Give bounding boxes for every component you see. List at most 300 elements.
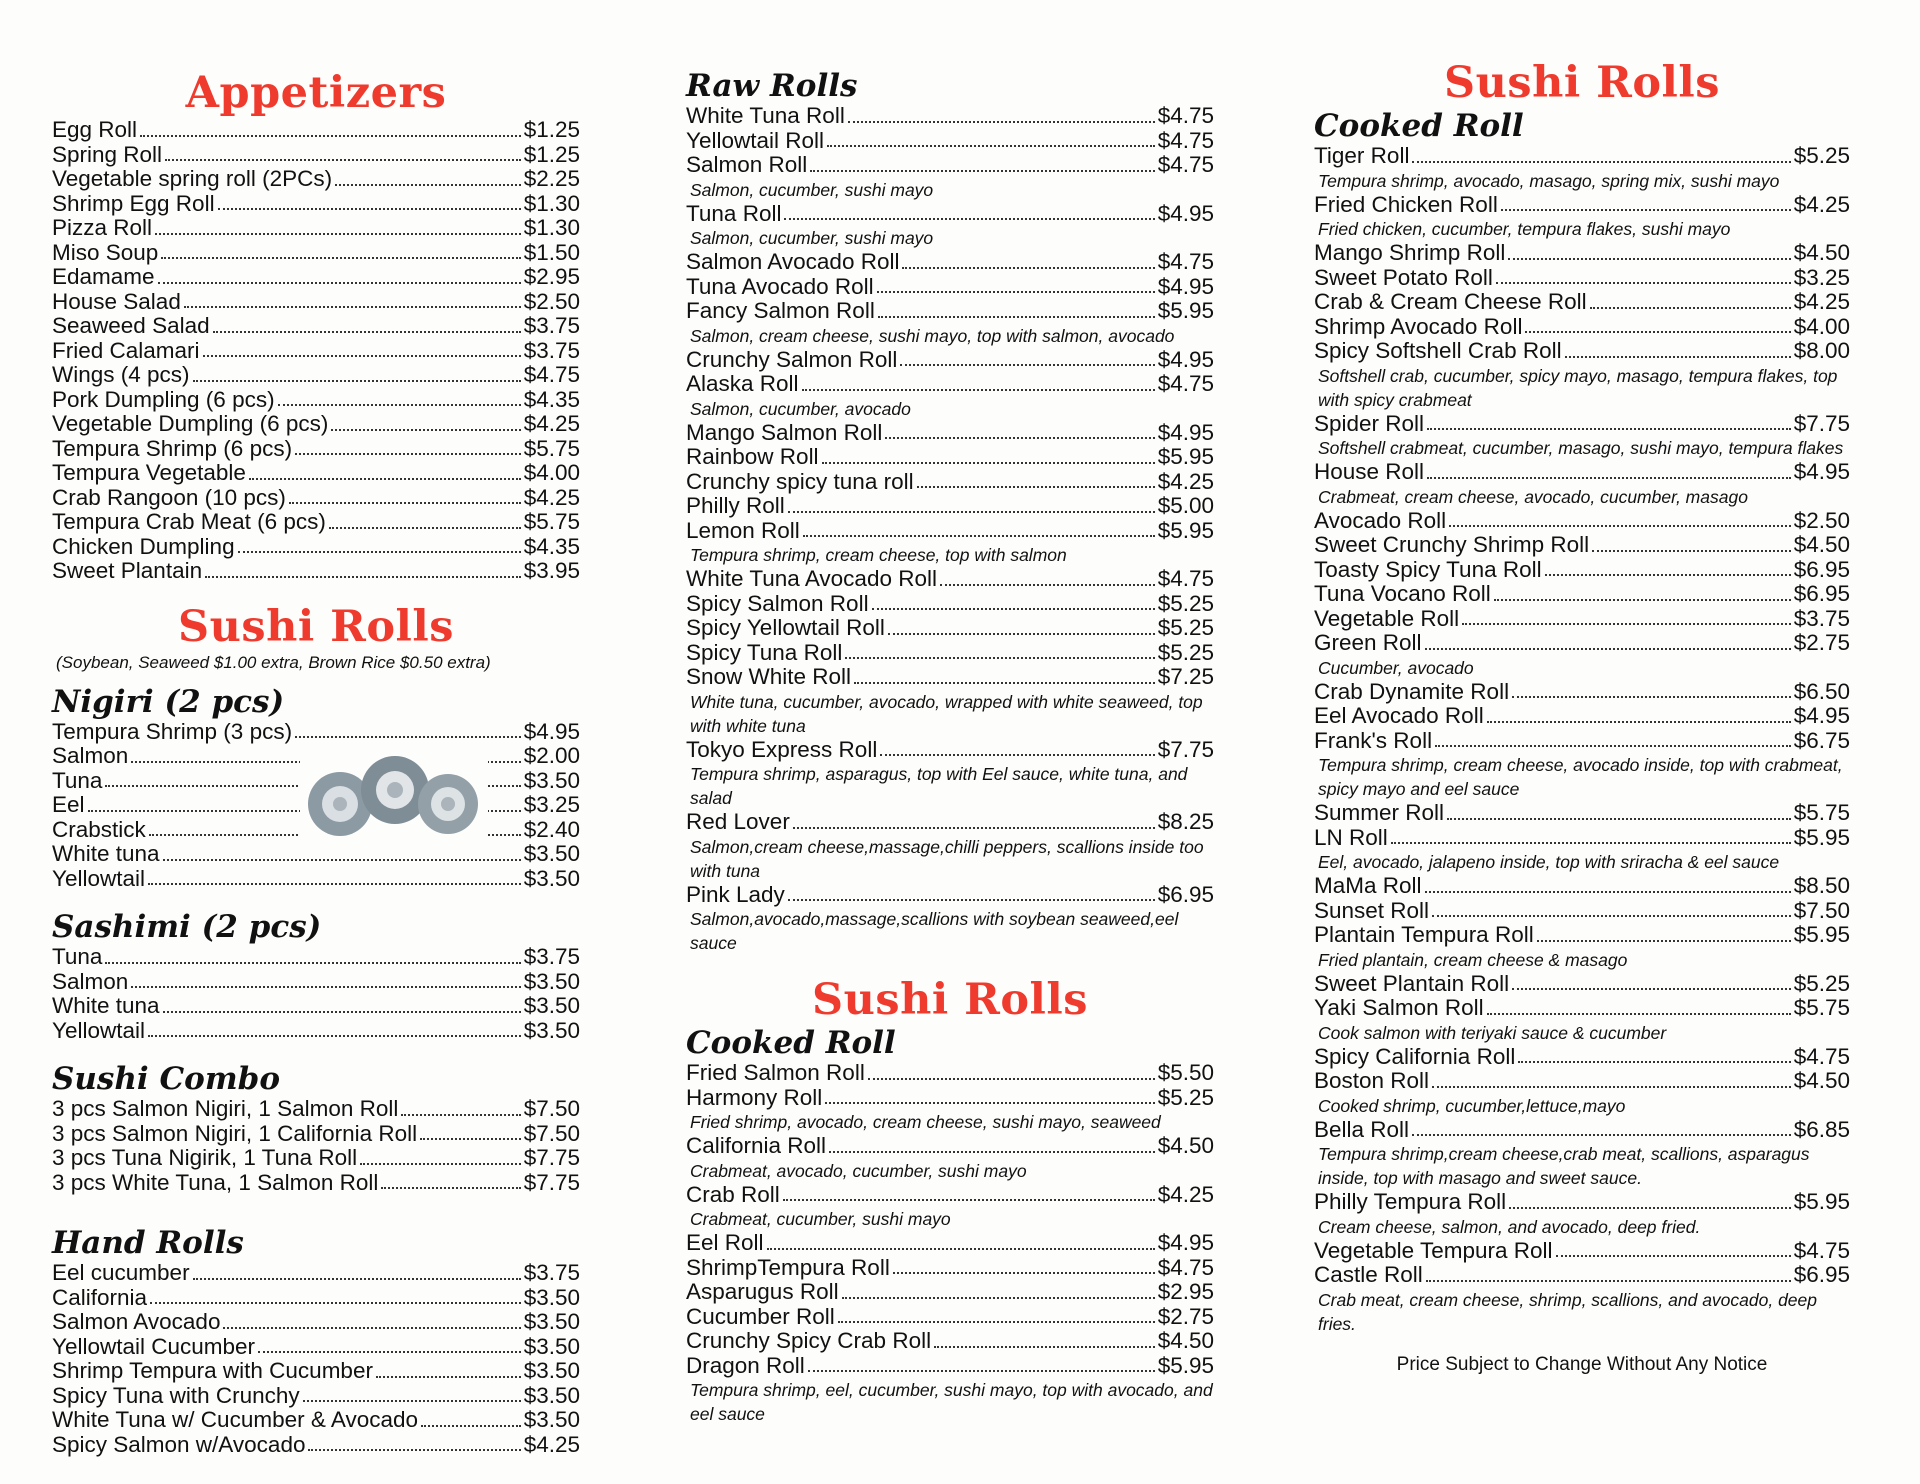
dot-leader — [788, 895, 1155, 901]
dot-leader — [1537, 936, 1791, 942]
menu-item — [1314, 290, 1850, 315]
dot-leader — [376, 1372, 521, 1378]
dot-leader — [148, 1031, 521, 1037]
dot-leader — [1565, 352, 1791, 358]
menu-item-price: $2.95 — [523, 264, 580, 289]
dot-leader — [205, 572, 521, 578]
menu-item — [52, 1019, 580, 1044]
menu-item — [686, 372, 1214, 397]
menu-item-name: Sweet Potato Roll — [1314, 264, 1493, 290]
menu-item-name: Wings (4 pcs) — [52, 362, 190, 387]
menu-item-name: Tempura Shrimp (6 pcs) — [52, 435, 293, 461]
menu-item-description: Salmon, cucumber, sushi mayo — [690, 228, 934, 248]
menu-item-name: Spicy Softshell Crab Roll — [1314, 338, 1562, 363]
dot-leader — [295, 449, 521, 455]
dot-leader — [810, 166, 1154, 172]
menu-item-name: Tuna Avocado Roll — [686, 273, 874, 299]
menu-item-price: $1.50 — [523, 239, 580, 265]
menu-item-name: Eel Roll — [686, 1230, 764, 1255]
dot-leader — [880, 750, 1154, 756]
menu-item-name: Philly Roll — [686, 493, 785, 518]
menu-item-price: $4.75 — [1793, 1043, 1850, 1069]
menu-item — [686, 1134, 1214, 1159]
menu-item — [52, 867, 580, 892]
menu-item — [686, 641, 1214, 666]
menu-item-name: Vegetable Tempura Roll — [1314, 1237, 1553, 1263]
menu-item — [1314, 801, 1850, 826]
menu-item-name: Shrimp Tempura with Cucumber — [52, 1358, 373, 1383]
menu-item-name: 3 pcs White Tuna, 1 Salmon Roll — [52, 1169, 379, 1195]
menu-item-name: Philly Tempura Roll — [1314, 1189, 1507, 1214]
dot-leader — [1494, 595, 1791, 601]
menu-item — [686, 1061, 1214, 1086]
menu-item — [52, 290, 580, 315]
menu-item-name: Seaweed Salad — [52, 313, 210, 338]
menu-item — [52, 842, 580, 867]
dot-leader — [1501, 205, 1791, 211]
menu-item-price: $5.25 — [1157, 1084, 1214, 1110]
menu-item-price: $5.95 — [1793, 1189, 1850, 1214]
dot-leader — [401, 1110, 520, 1116]
dot-leader — [331, 425, 520, 431]
cooked-roll-list-3 — [1314, 144, 1850, 1336]
cooked-roll-title-2: Cooked Roll — [686, 1025, 896, 1061]
dot-leader — [1512, 692, 1791, 698]
menu-item — [52, 437, 580, 462]
menu-item-price: $6.95 — [1793, 1262, 1850, 1287]
menu-item-price: $5.50 — [1157, 1060, 1214, 1085]
menu-item — [52, 1433, 580, 1458]
menu-item-name: Shrimp Egg Roll — [52, 190, 215, 216]
dot-leader — [213, 327, 521, 333]
dot-leader — [940, 580, 1155, 586]
menu-item — [1314, 412, 1850, 437]
dot-leader — [163, 855, 521, 861]
menu-item-name: Salmon — [52, 968, 129, 994]
menu-item-price: $3.95 — [523, 558, 580, 583]
menu-item-price: $3.50 — [523, 1333, 580, 1359]
menu-item-name: Avocado Roll — [1314, 507, 1447, 533]
menu-item-description: Tempura shrimp, cream cheese, avocado inside, top with crabmeat, spicy mayo and eel sauce — [1318, 755, 1843, 799]
menu-item-price: $4.35 — [523, 386, 580, 412]
menu-item-name: 3 pcs Tuna Nigirik, 1 Tuna Roll — [52, 1145, 358, 1170]
menu-item-price: $4.25 — [523, 484, 580, 510]
menu-item-name: Rainbow Roll — [686, 444, 819, 469]
menu-item-price: $3.75 — [523, 1260, 580, 1285]
menu-item-name: White tuna — [52, 841, 160, 866]
menu-item — [686, 470, 1214, 495]
menu-item-name: Pork Dumpling (6 pcs) — [52, 386, 275, 412]
menu-item-price: $4.75 — [1157, 103, 1214, 128]
menu-item-description: Crab meat, cream cheese, shrimp, scallions, and avocado, deep fries. — [1318, 1289, 1818, 1334]
menu-item-description: Crabmeat, avocado, cucumber, sushi mayo — [690, 1160, 1027, 1181]
menu-item — [52, 510, 580, 535]
dot-leader — [289, 498, 521, 504]
dot-leader — [1462, 619, 1791, 625]
menu-item-price: $4.75 — [1157, 249, 1214, 274]
menu-column-left — [52, 68, 580, 1475]
menu-item — [686, 1086, 1214, 1111]
menu-item — [52, 1261, 580, 1286]
dot-leader — [872, 604, 1155, 610]
menu-item-name: LN Roll — [1314, 824, 1388, 850]
menu-item-name: Spicy Tuna with Crunchy — [52, 1382, 300, 1408]
dot-leader — [161, 253, 520, 259]
dot-leader — [802, 385, 1155, 391]
menu-item-price: $4.95 — [1793, 459, 1850, 484]
menu-item-price: $3.50 — [523, 1358, 580, 1383]
menu-item — [52, 535, 580, 560]
menu-item-name: Cucumber Roll — [686, 1303, 835, 1329]
menu-item-name: Tempura Crab Meat (6 pcs) — [52, 509, 326, 534]
menu-item-price: $3.25 — [1793, 264, 1850, 290]
menu-item — [1314, 1239, 1850, 1264]
menu-item-price: $6.95 — [1793, 556, 1850, 582]
menu-item — [686, 567, 1214, 592]
dot-leader — [1496, 278, 1791, 284]
menu-item-price: $4.25 — [1793, 191, 1850, 217]
price-notice: Price Subject to Change Without Any Notice — [1396, 1353, 1768, 1375]
menu-item — [686, 665, 1214, 690]
menu-item-name: Miso Soup — [52, 239, 159, 265]
menu-item-name: Eel Avocado Roll — [1314, 703, 1484, 728]
menu-item-name: Salmon — [52, 743, 129, 768]
menu-item-price: $4.95 — [1793, 703, 1850, 728]
dot-leader — [150, 1298, 521, 1304]
menu-item-description: Salmon, cucumber, avocado — [690, 398, 911, 419]
menu-item — [52, 970, 580, 995]
menu-item-name: Tuna Vocano Roll — [1314, 581, 1491, 606]
menu-item — [52, 241, 580, 266]
dot-leader — [1412, 1130, 1791, 1136]
dot-leader — [278, 400, 521, 406]
menu-item-price: $3.75 — [523, 337, 580, 363]
menu-item-price: $3.50 — [523, 1407, 580, 1432]
menu-item-price: $1.30 — [523, 215, 580, 240]
menu-item-name: Spicy Yellowtail Roll — [686, 615, 885, 640]
menu-item-name: Chicken Dumpling — [52, 533, 235, 559]
dot-leader — [829, 1147, 1155, 1153]
dot-leader — [193, 376, 521, 382]
menu-item-price: $3.50 — [523, 1309, 580, 1334]
menu-item-price: $4.25 — [523, 411, 580, 436]
menu-item-name: Harmony Roll — [686, 1084, 823, 1110]
menu-item-name: Fancy Salmon Roll — [686, 298, 875, 323]
raw-rolls-list — [686, 104, 1214, 955]
menu-item-description: Softshell crab, cucumber, spicy mayo, masago, tempura flakes, top with spicy crabmeat — [1318, 365, 1838, 410]
sushi-rolls-title: Sushi Rolls — [178, 601, 454, 652]
dot-leader — [878, 312, 1155, 318]
menu-item — [686, 153, 1214, 178]
dot-leader — [223, 1323, 520, 1329]
menu-item-price: $8.25 — [1157, 809, 1214, 834]
menu-item-price: $6.75 — [1793, 727, 1850, 753]
menu-item — [686, 1280, 1214, 1305]
menu-item — [52, 1310, 580, 1335]
menu-item-name: California Roll — [686, 1133, 827, 1158]
menu-item — [52, 720, 580, 745]
dot-leader — [1449, 521, 1791, 527]
dot-leader — [808, 1366, 1155, 1372]
menu-item-name: Tokyo Express Roll — [686, 736, 878, 762]
menu-item-name: White Tuna Avocado Roll — [686, 566, 937, 591]
dot-leader — [1487, 1009, 1791, 1015]
combo-list — [52, 1097, 580, 1195]
menu-item-name: Castle Roll — [1314, 1262, 1423, 1287]
dot-leader — [934, 1342, 1155, 1348]
menu-item-price: $5.25 — [1793, 143, 1850, 168]
menu-item — [52, 994, 580, 1019]
menu-item-price: $5.25 — [1793, 970, 1850, 996]
menu-item — [686, 1329, 1214, 1354]
menu-item-description: Cucumber, avocado — [1318, 657, 1474, 678]
menu-item-price: $4.50 — [1793, 532, 1850, 557]
menu-item-price: $4.75 — [1157, 566, 1214, 591]
menu-item — [52, 192, 580, 217]
menu-item-name: Fried Calamari — [52, 337, 200, 363]
menu-item — [52, 143, 580, 168]
menu-item-price: $6.50 — [1793, 678, 1850, 704]
menu-item-price: $6.85 — [1793, 1116, 1850, 1142]
menu-item-price: $3.50 — [523, 1017, 580, 1043]
menu-item-name: Tiger Roll — [1314, 143, 1410, 168]
menu-item-name: Tuna — [52, 944, 103, 969]
menu-item-price: $2.50 — [1793, 507, 1850, 533]
menu-item-name: Fried Salmon Roll — [686, 1060, 865, 1085]
sushi-rolls-title-3: Sushi Rolls — [1444, 58, 1720, 108]
menu-item-name: Vegetable Roll — [1314, 605, 1460, 631]
menu-item — [1314, 1263, 1850, 1288]
menu-item-name: Plantain Tempura Roll — [1314, 922, 1534, 947]
menu-item-description: Fried plantain, cream cheese & masago — [1318, 949, 1628, 970]
dot-leader — [335, 180, 521, 186]
dot-leader — [193, 1274, 521, 1280]
menu-item-name: Tuna — [52, 767, 103, 793]
menu-item-price: $5.95 — [1157, 298, 1214, 323]
menu-item-description: Eel, avocado, jalapeno inside, top with sriracha & eel sauce — [1318, 852, 1780, 872]
menu-item-name: House Salad — [52, 288, 181, 314]
menu-item-price: $5.95 — [1157, 517, 1214, 543]
menu-item — [1314, 460, 1850, 485]
cooked-roll-title-3: Cooked Roll — [1314, 108, 1524, 144]
menu-item-name: Boston Roll — [1314, 1068, 1430, 1093]
menu-item-name: Crabstick — [52, 816, 146, 842]
menu-item — [52, 167, 580, 192]
dot-leader — [1427, 424, 1791, 430]
menu-column-right — [1314, 58, 1850, 1376]
menu-column-middle — [686, 68, 1214, 1444]
menu-item-name: Red Lover — [686, 809, 790, 834]
menu-item-price: $7.75 — [1793, 410, 1850, 436]
menu-item-description: Tempura shrimp, eel, cucumber, sushi mayo, top with avocado, and eel sauce — [690, 1380, 1213, 1424]
menu-item-description: Crabmeat, cucumber, sushi mayo — [690, 1209, 951, 1229]
dot-leader — [868, 1074, 1155, 1080]
menu-item-description: Cook salmon with teriyaki sauce & cucumber — [1318, 1022, 1667, 1043]
menu-item-description: Fried shrimp, avocado, cream cheese, sushi mayo, seaweed — [690, 1112, 1161, 1132]
menu-item — [686, 1183, 1214, 1208]
dot-leader — [1508, 254, 1790, 260]
menu-item-price: $4.95 — [523, 718, 580, 744]
menu-item-description: Softshell crabmeat, cucumber, masago, sushi mayo, tempura flakes — [1318, 438, 1844, 458]
menu-item-price: $6.95 — [1157, 881, 1214, 907]
menu-item-description: Salmon,cream cheese,massage,chilli peppers, scallions inside too with tuna — [690, 836, 1204, 881]
menu-item-price: $4.95 — [1157, 273, 1214, 299]
menu-item-price: $3.75 — [523, 944, 580, 969]
menu-item — [686, 494, 1214, 519]
menu-item — [686, 104, 1214, 129]
menu-item — [686, 1231, 1214, 1256]
menu-item-price: $4.50 — [1793, 240, 1850, 265]
appetizers-title: Appetizers — [185, 68, 447, 118]
menu-item — [1314, 874, 1850, 899]
dot-leader — [1427, 473, 1791, 479]
menu-item — [52, 363, 580, 388]
dot-leader — [784, 214, 1154, 220]
menu-item-name: Crunchy spicy tuna roll — [686, 468, 914, 494]
dot-leader — [165, 155, 521, 161]
dot-leader — [803, 531, 1155, 537]
menu-item-name: Vegetable spring roll (2PCs) — [52, 166, 333, 191]
menu-item-price: $1.25 — [523, 141, 580, 167]
dot-leader — [249, 474, 521, 480]
menu-item-name: Yellowtail Roll — [686, 127, 824, 153]
menu-item-name: White Tuna Roll — [686, 103, 845, 128]
menu-item — [1314, 509, 1850, 534]
menu-item — [52, 1408, 580, 1433]
dot-leader — [854, 678, 1155, 684]
menu-item-name: Tuna Roll — [686, 200, 782, 226]
menu-item-price: $6.95 — [1793, 581, 1850, 606]
menu-item — [52, 1286, 580, 1311]
sashimi-title: Sashimi (2 pcs) — [52, 909, 322, 945]
menu-item-name: California — [52, 1284, 148, 1310]
menu-item — [52, 314, 580, 339]
menu-item — [1314, 680, 1850, 705]
dot-leader — [1412, 157, 1790, 163]
menu-item-price: $4.50 — [1157, 1133, 1214, 1158]
dot-leader — [420, 1134, 521, 1140]
menu-item — [686, 1256, 1214, 1281]
sashimi-list — [52, 945, 580, 1043]
dot-leader — [1426, 1276, 1791, 1282]
dot-leader — [1391, 838, 1791, 844]
dot-leader — [1432, 1082, 1791, 1088]
raw-rolls-title: Raw Rolls — [686, 68, 858, 104]
menu-item — [52, 1097, 580, 1122]
menu-item — [1314, 899, 1850, 924]
menu-item-price: $2.00 — [523, 743, 580, 768]
menu-item — [686, 1305, 1214, 1330]
dot-leader — [1518, 1057, 1790, 1063]
menu-item-price: $5.95 — [1793, 922, 1850, 947]
menu-item-name: Spicy Salmon w/Avocado — [52, 1431, 306, 1457]
menu-item — [1314, 144, 1850, 169]
menu-item-name: 3 pcs Salmon Nigiri, 1 California Roll — [52, 1120, 418, 1146]
menu-item-name: Salmon Roll — [686, 152, 808, 177]
menu-item-name: Tempura Vegetable — [52, 460, 246, 485]
menu-item-price: $3.50 — [523, 767, 580, 793]
menu-item-price: $7.75 — [523, 1145, 580, 1170]
menu-item-description: Cooked shrimp, cucumber,lettuce,mayo — [1318, 1095, 1626, 1116]
dot-leader — [163, 1007, 521, 1013]
menu-item-price: $5.25 — [1157, 615, 1214, 640]
menu-item-price: $4.95 — [1157, 1230, 1214, 1255]
menu-item-name: Vegetable Dumpling (6 pcs) — [52, 411, 329, 436]
menu-item — [52, 339, 580, 364]
menu-item-description: Salmon,avocado,massage,scallions with soybean seaweed,eel sauce — [690, 909, 1179, 953]
menu-item-price: $7.50 — [523, 1120, 580, 1146]
menu-item-price: $5.25 — [1157, 639, 1214, 665]
dot-leader — [329, 523, 521, 529]
dot-leader — [900, 360, 1154, 366]
menu-item-price: $4.75 — [1157, 152, 1214, 177]
menu-item-price: $5.95 — [1157, 1352, 1214, 1378]
dot-leader — [838, 1317, 1155, 1323]
menu-item-name: Eel cucumber — [52, 1260, 190, 1285]
menu-item-price: $4.25 — [1793, 289, 1850, 314]
dot-leader — [421, 1421, 521, 1427]
menu-item — [1314, 1069, 1850, 1094]
sushi-photo — [300, 746, 488, 844]
menu-item — [52, 1122, 580, 1147]
dot-leader — [1447, 814, 1791, 820]
dot-leader — [381, 1183, 520, 1189]
dot-leader — [842, 1293, 1155, 1299]
menu-item-name: Spicy California Roll — [1314, 1043, 1516, 1069]
menu-item-name: Tempura Shrimp (3 pcs) — [52, 718, 293, 744]
menu-item-description: Crabmeat, cream cheese, avocado, cucumber, masago — [1318, 486, 1748, 507]
menu-item — [52, 559, 580, 584]
sushi-rolls-title-2: Sushi Rolls — [812, 975, 1088, 1025]
menu-item-price: $7.25 — [1157, 664, 1214, 689]
menu-item — [52, 1146, 580, 1171]
menu-item-price: $5.75 — [523, 509, 580, 534]
menu-item-price: $5.25 — [1157, 590, 1214, 616]
menu-item-price: $4.25 — [523, 1431, 580, 1457]
menu-item — [1314, 1190, 1850, 1215]
dot-leader — [148, 879, 521, 885]
menu-item — [52, 945, 580, 970]
menu-item — [52, 1359, 580, 1384]
menu-item-price: $4.75 — [1793, 1237, 1850, 1263]
menu-item — [52, 118, 580, 143]
menu-item — [1314, 826, 1850, 851]
dot-leader — [767, 1244, 1155, 1250]
menu-item-name: Sweet Plantain Roll — [1314, 970, 1510, 996]
menu-item-name: Mango Salmon Roll — [686, 419, 883, 445]
dot-leader — [822, 458, 1155, 464]
menu-item-name: Salmon Avocado — [52, 1309, 221, 1334]
dot-leader — [218, 204, 521, 210]
menu-item-price: $4.00 — [1793, 313, 1850, 339]
dot-leader — [888, 629, 1155, 635]
menu-item — [52, 1335, 580, 1360]
menu-item-name: Spicy Salmon Roll — [686, 590, 869, 616]
menu-item-price: $2.50 — [523, 288, 580, 314]
menu-item-name: Frank's Roll — [1314, 727, 1433, 753]
menu-item-name: Crunchy Spicy Crab Roll — [686, 1328, 932, 1353]
menu-item-name: Edamame — [52, 264, 155, 289]
menu-item-price: $3.75 — [1793, 605, 1850, 631]
dot-leader — [158, 278, 521, 284]
menu-item — [52, 1171, 580, 1196]
dot-leader — [885, 433, 1154, 439]
dot-leader — [258, 1347, 521, 1353]
menu-item-name: Crunchy Salmon Roll — [686, 346, 898, 372]
menu-item-description: Fried chicken, cucumber, tempura flakes, sushi mayo — [1318, 219, 1731, 239]
menu-item — [1314, 193, 1850, 218]
menu-item-name: Mango Shrimp Roll — [1314, 240, 1506, 265]
